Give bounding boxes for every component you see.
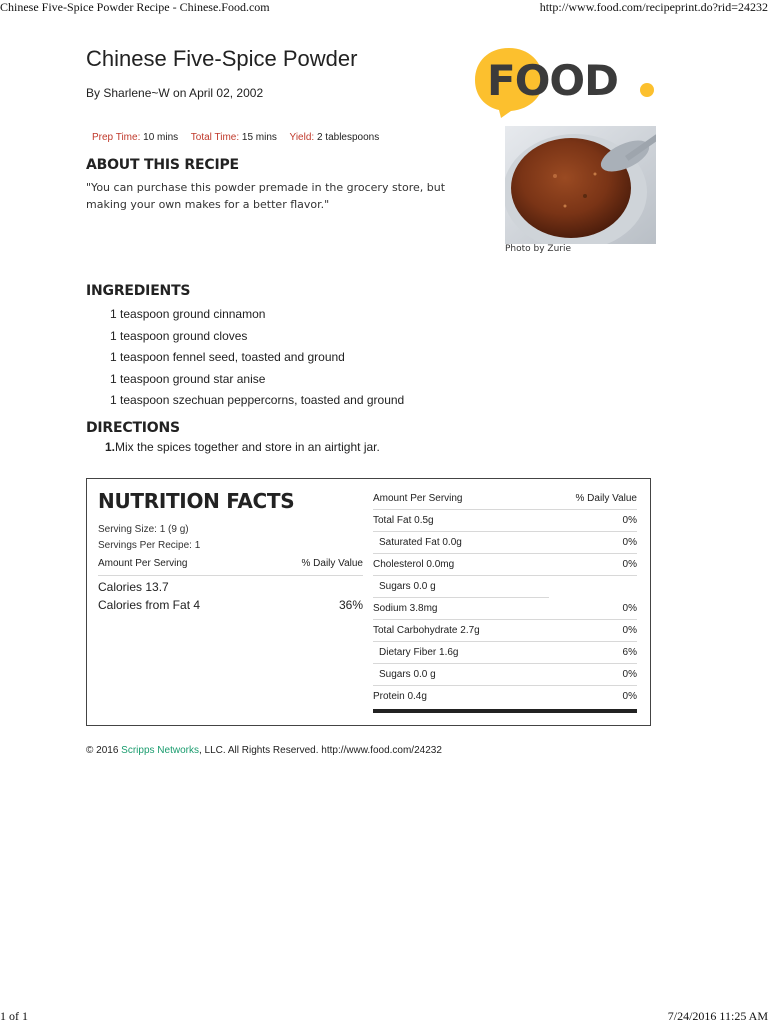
nutrient-label: Protein 0.4g	[373, 691, 427, 702]
recipe-meta	[92, 132, 389, 143]
recipe-photo	[505, 126, 656, 244]
nutrient-value: 0%	[622, 625, 637, 636]
ingredient-item: 1 teaspoon szechuan peppercorns, toasted and ground	[110, 393, 405, 407]
nutrient-label: Saturated Fat 0.0g	[379, 537, 462, 548]
step-text: Mix the spices together and store in an airtight jar.	[115, 440, 380, 454]
nutrient-row	[373, 598, 637, 620]
ingredient-item: 1 teaspoon ground cloves	[110, 328, 248, 343]
ingredients-list	[110, 306, 404, 414]
right-column-header	[373, 488, 637, 510]
nutrient-value: 0%	[622, 515, 637, 526]
nutrient-row	[373, 532, 637, 554]
ingredient-item: 1 teaspoon fennel seed, toasted and ground	[110, 350, 345, 364]
nutrient-value: 0%	[622, 603, 637, 614]
nutrient-label: Total Carbohydrate 2.7g	[373, 625, 480, 636]
ingredient-item: 1 teaspoon ground cinnamon	[110, 307, 266, 321]
direction-step	[105, 440, 380, 454]
print-datetime: 7/24/2016 11:25 AM	[667, 1009, 768, 1023]
nutrition-title: NUTRITION FACTS	[98, 489, 295, 513]
daily-value-label: % Daily Value	[301, 558, 363, 569]
nutrient-row	[373, 510, 637, 532]
logo-wordmark: FOOD	[487, 56, 618, 105]
calories-from-fat-pct: 36%	[338, 598, 363, 612]
print-page-title: Chinese Five-Spice Powder Recipe - Chinese.Food.com	[0, 0, 270, 14]
nutrient-row	[373, 554, 637, 576]
print-page-url: http://www.food.com/recipeprint.do?rid=24232	[539, 0, 768, 14]
daily-value-label: % Daily Value	[575, 493, 637, 504]
copyright-prefix: © 2016	[86, 745, 122, 756]
nutrition-bottom-rule	[373, 709, 637, 713]
divider	[98, 575, 363, 576]
prep-time-value: 10 mins	[143, 132, 179, 143]
nutrient-value: 0%	[622, 691, 637, 702]
nutrient-value: 6%	[622, 647, 637, 658]
left-column-header	[98, 558, 363, 572]
recipe-byline: By Sharlene~W on April 02, 2002	[86, 86, 264, 100]
yield-label: Yield:	[289, 132, 315, 143]
photo-credit: Photo by Zurie	[505, 244, 572, 254]
spice-bowl-image	[505, 126, 656, 244]
logo-dot	[640, 83, 654, 97]
nutrient-row	[373, 642, 637, 664]
nutrient-label: Sugars 0.0 g	[379, 669, 436, 680]
nutrient-label: Sodium 3.8mg	[373, 603, 438, 614]
nutrient-label: Dietary Fiber 1.6g	[379, 647, 459, 658]
calories: Calories 13.7	[98, 580, 169, 594]
nutrient-row	[373, 664, 637, 686]
amount-per-serving-label: Amount Per Serving	[373, 493, 463, 504]
prep-time-label: Prep Time:	[92, 132, 141, 143]
calories-from-fat-row	[98, 598, 363, 614]
nutrient-row	[373, 686, 637, 708]
about-text: "You can purchase this powder premade in the grocery store, but making your own makes for a better flavor."	[86, 181, 446, 211]
directions-heading: DIRECTIONS	[86, 420, 180, 436]
copyright-suffix: , LLC. All Rights Reserved. http://www.food.com/24232	[198, 745, 442, 756]
nutrient-value: 0%	[622, 537, 637, 548]
ingredient-item: 1 teaspoon ground star anise	[110, 371, 266, 386]
food-logo	[473, 46, 659, 120]
copyright-line	[86, 745, 442, 756]
serving-size: Serving Size: 1 (9 g)	[98, 524, 189, 535]
nutrient-row	[373, 576, 549, 598]
nutrient-row	[373, 620, 637, 642]
yield-value: 2 tablespoons	[316, 132, 380, 143]
amount-per-serving-label: Amount Per Serving	[98, 558, 188, 569]
print-page-count: 1 of 1	[0, 1009, 28, 1023]
total-time-label: Total Time:	[190, 132, 240, 143]
calories-from-fat: Calories from Fat 4	[98, 598, 201, 612]
ingredients-heading: INGREDIENTS	[86, 283, 191, 299]
nutrient-label: Total Fat 0.5g	[373, 515, 434, 526]
step-number: 1.	[105, 440, 116, 454]
nutrient-value: 0%	[622, 559, 637, 570]
about-heading: ABOUT THIS RECIPE	[86, 157, 239, 173]
total-time-value: 15 mins	[241, 132, 277, 143]
nutrient-label: Sugars 0.0 g	[379, 581, 436, 592]
scripps-networks-link[interactable]: Scripps Networks	[121, 745, 199, 756]
nutrient-label: Cholesterol 0.0mg	[373, 559, 455, 570]
recipe-title: Chinese Five-Spice Powder	[86, 46, 358, 71]
servings-per-recipe: Servings Per Recipe: 1	[98, 540, 201, 551]
nutrient-value: 0%	[622, 669, 637, 680]
